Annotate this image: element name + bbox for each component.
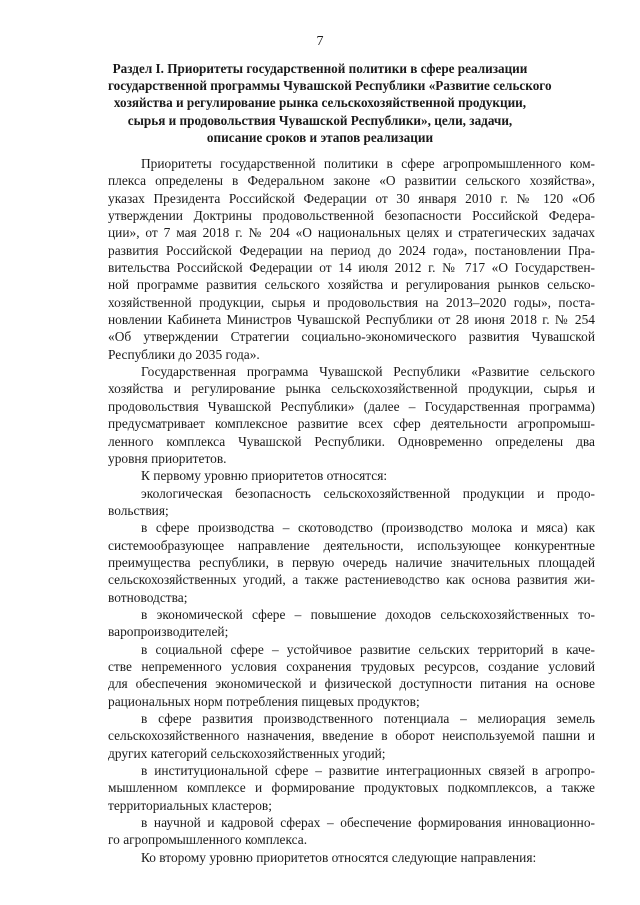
body-line: варопроизводителей; — [108, 624, 229, 640]
body-line: го агропромышленного комплекса. — [108, 832, 308, 848]
section-title-line: Раздел I. Приоритеты государственной политики в сфере реализации — [112, 61, 528, 76]
body-line: ленного комплекса Чувашской Республики. Одновременно определены два — [108, 433, 595, 449]
body-line: утверждении Доктрины продовольственной безопасности Российской Федера- — [108, 208, 595, 224]
section-title-line: государственной программы Чувашской Республики «Развитие сельского — [108, 78, 552, 94]
body-line: новлении Кабинета Министров Чувашской Республики от 28 июня 2018 г. № 254 — [108, 312, 595, 328]
body-line: территориальных кластеров; — [108, 797, 272, 813]
body-line: в экономической сфере – повышение доходов сельскохозяйственных то- — [141, 606, 595, 622]
body-line: Ко второму уровню приоритетов относятся следующие направления: — [141, 849, 537, 865]
body-line: рациональных норм потребления пищевых продуктов; — [108, 693, 420, 709]
body-line: других категорий сельскохозяйственных угодий; — [108, 745, 386, 761]
body-line: плекса определены в Федеральном законе «О развитии сельского хозяйства», — [108, 173, 595, 189]
body-line: хозяйственной продукции, сырья и продовольствия на 2013–2020 годы», поста- — [108, 294, 595, 310]
body-line: Приоритеты государственной политики в сфере агропромышленного ком- — [141, 156, 595, 171]
section-title — [108, 60, 552, 146]
body-line: К первому уровню приоритетов относятся: — [141, 468, 388, 484]
body-line: Республики до 2035 года». — [108, 346, 260, 362]
body-line: в сфере производства – скотоводство (производство молока и мяса) как — [141, 520, 595, 536]
body-line: вительства Российской Федерации от 14 июля 2012 г. № 717 «О Государствен- — [108, 260, 595, 276]
body-line: мышленном комплексе и формирование продуктовых подкомплексов, а также — [108, 780, 595, 796]
body-line: развития Российской Федерации на период до 2024 года», постановлении Пра- — [108, 242, 595, 258]
body-text — [108, 155, 595, 866]
body-line: в научной и кадровой сферах – обеспечение формирования инновационно- — [141, 815, 595, 831]
body-line: экологическая безопасность сельскохозяйственной продукции и продо- — [141, 485, 595, 501]
body-line: ции», от 7 мая 2018 г. № 204 «О национальных целях и стратегических задачах — [108, 225, 595, 241]
body-line: в социальной сфере – устойчивое развитие сельских территорий в каче- — [141, 641, 595, 657]
body-line: в институциональной сфере – развитие интеграционных связей в агропро- — [141, 763, 595, 779]
body-line: уровня приоритетов. — [108, 450, 227, 466]
body-line: сельскохозяйственного назначения, введение в оборот неиспользуемой пашни и — [108, 728, 595, 744]
section-title-line: описание сроков и этапов реализации — [206, 129, 434, 145]
body-line: ной программе развития сельского хозяйства и регулирования рынков сельско- — [108, 277, 595, 293]
body-line: указах Президента Российской Федерации от 30 января 2010 г. № 120 «Об — [108, 190, 595, 206]
body-line: хозяйства и регулирование рынка сельскохозяйственной продукции, сырья и — [108, 381, 595, 397]
body-line: вотноводства; — [108, 589, 188, 605]
page-number: 7 — [316, 34, 324, 49]
body-line: сельскохозяйственных угодий, а также растениеводство как основа развития жи- — [108, 572, 595, 588]
body-line: предусматривает комплексное развитие всех сфер деятельности агропромыш- — [108, 416, 595, 432]
body-line: продовольствия Чувашской Республики» (далее – Государственная программа) — [108, 398, 595, 414]
body-line: для обеспечения экономической и физической доступности питания на основе — [108, 676, 595, 692]
section-title-line: сырья и продовольствия Чувашской Республики», цели, задачи, — [127, 112, 513, 128]
body-line: вольствия; — [108, 502, 169, 518]
body-line: Государственная программа Чувашской Республики «Развитие сельского — [141, 364, 595, 380]
section-title-line: хозяйства и регулирование рынка сельскохозяйственной продукции, — [113, 95, 527, 111]
body-line: стве непременного условия сохранения трудовых ресурсов, создание условий — [108, 658, 595, 674]
body-line: в сфере развития производственного потенциала – мелиорация земель — [141, 711, 595, 726]
body-line: преимущества республики, в первую очередь наличие значительных площадей — [108, 554, 595, 570]
body-line: «Об утверждении Стратегии социально-экономического развития Чувашской — [108, 329, 595, 345]
body-line: системообразующее направление деятельности, использующее конкурентные — [108, 537, 595, 553]
